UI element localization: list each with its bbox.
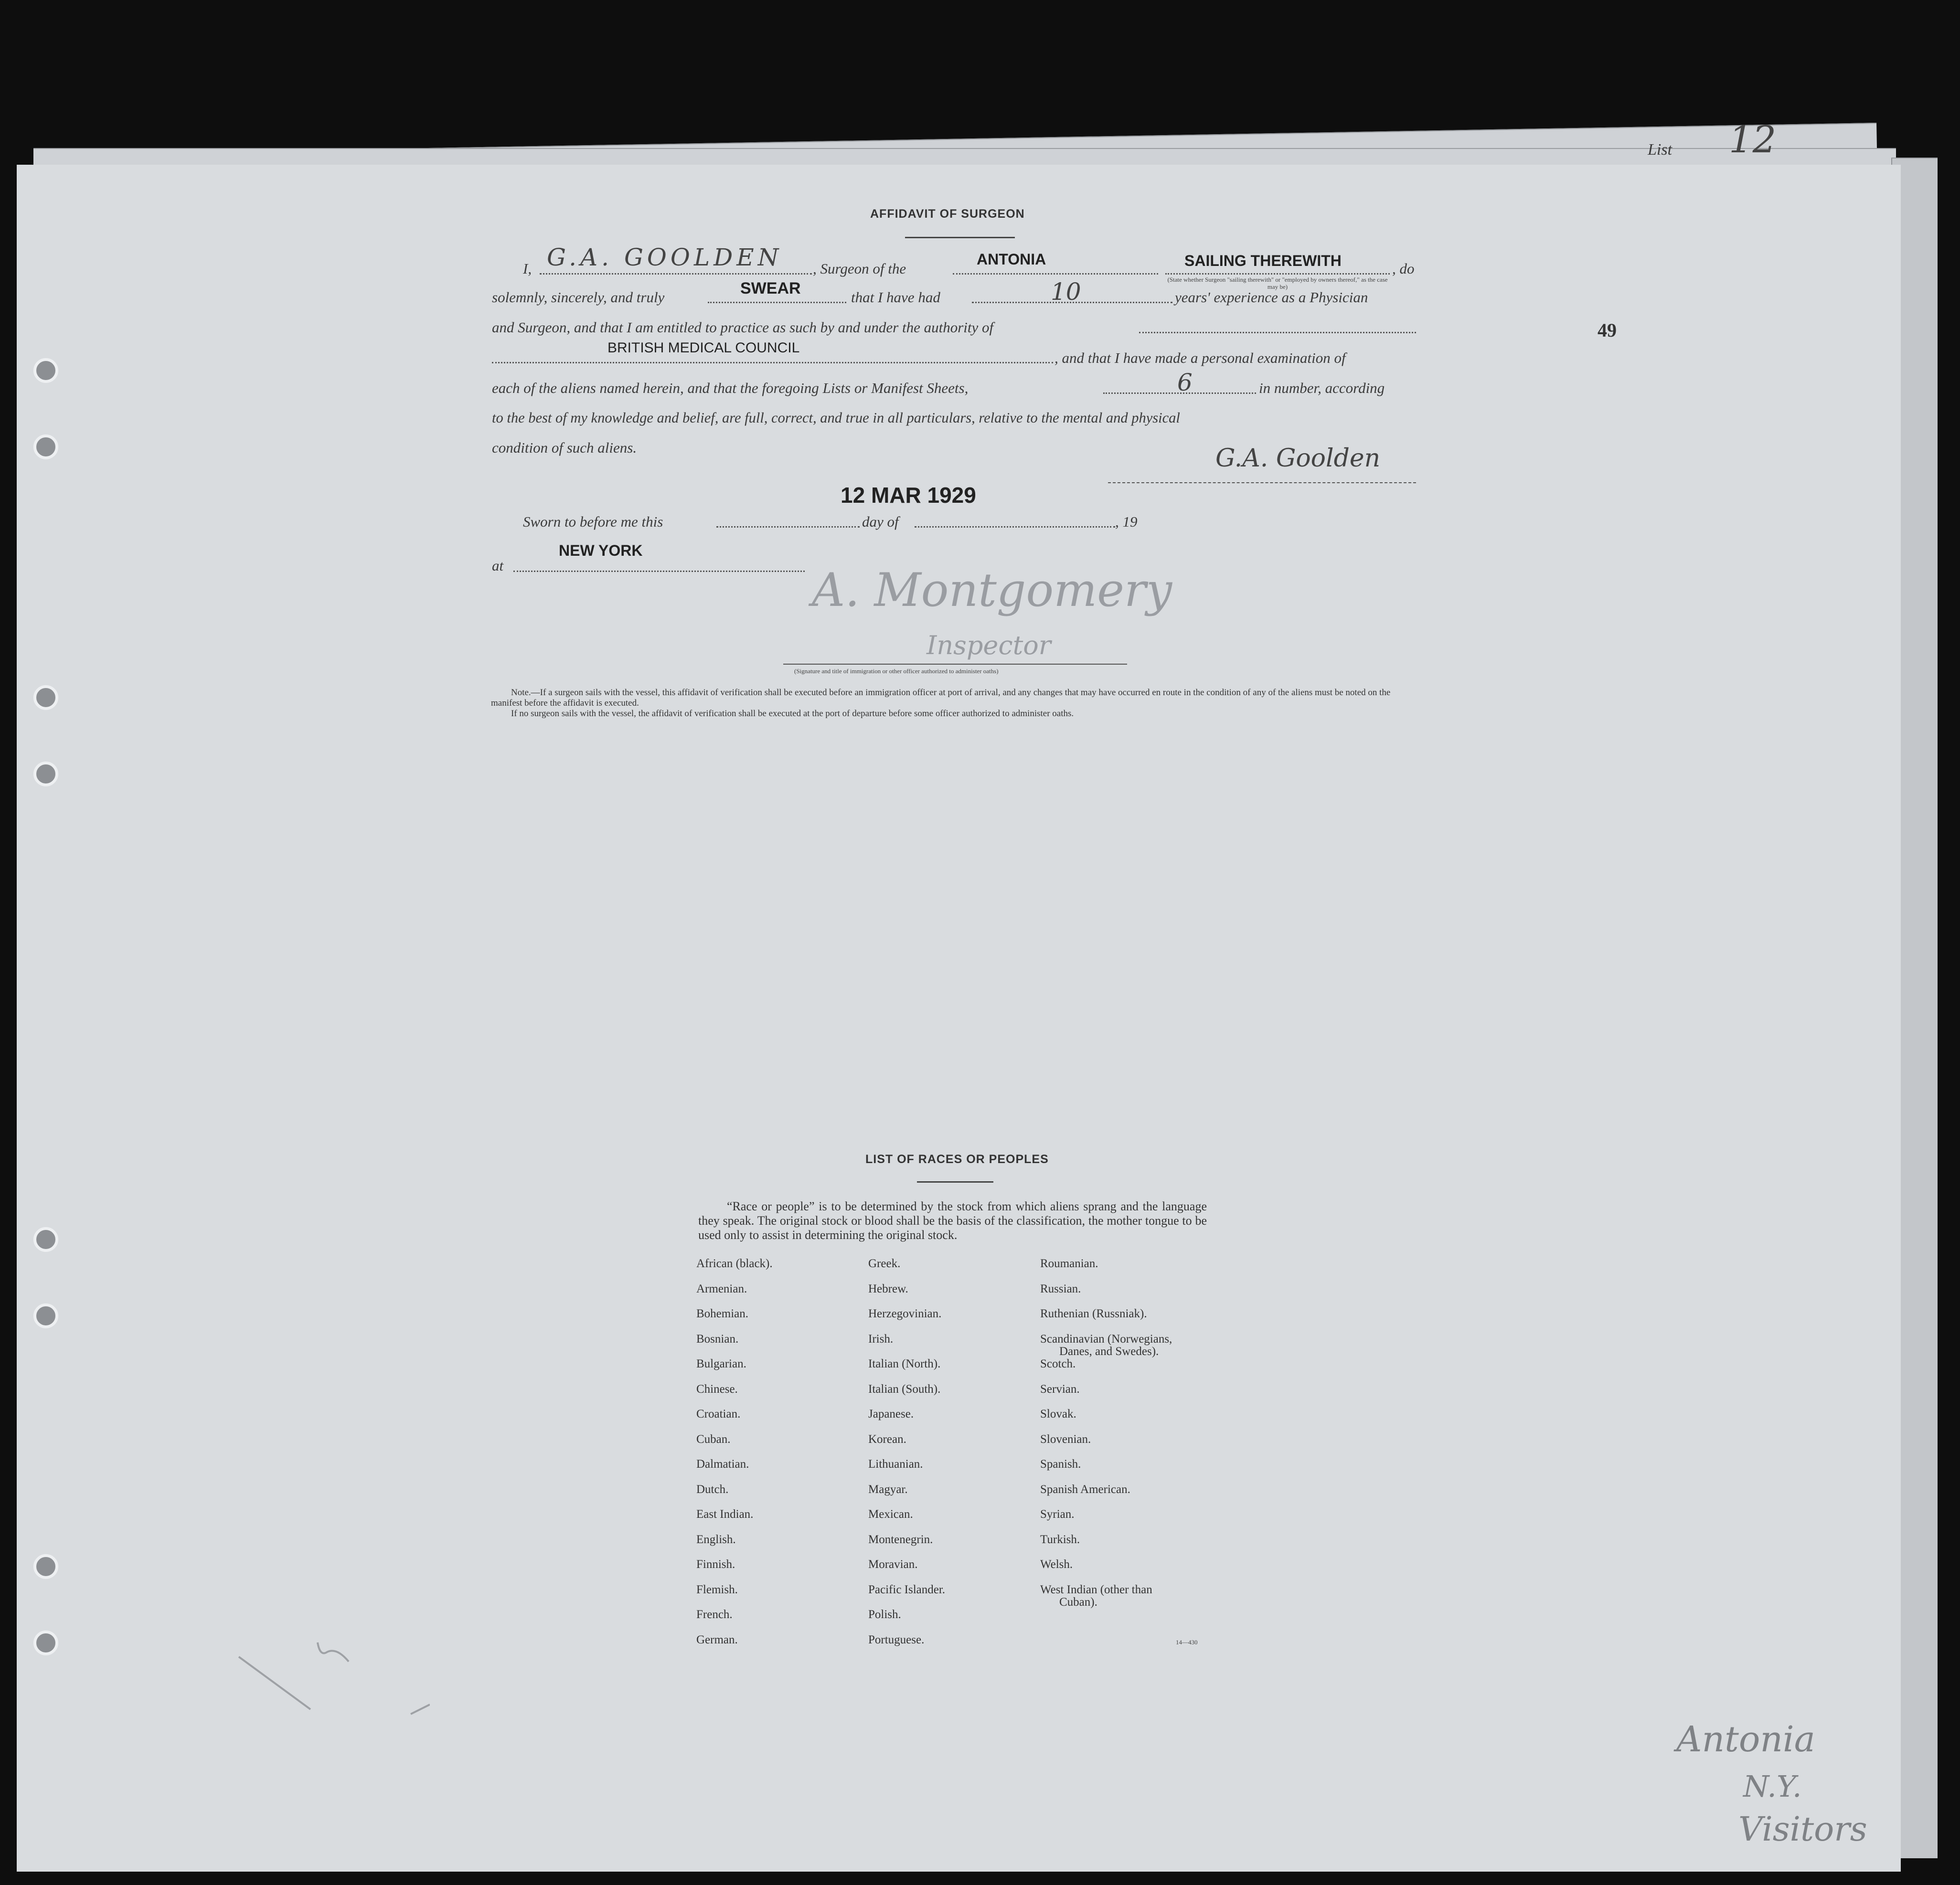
race-item: Chinese. <box>696 1382 738 1396</box>
race-item: West Indian (other than <box>1040 1583 1152 1596</box>
race-item: Ruthenian (Russniak). <box>1040 1307 1147 1320</box>
surgeon-name-line <box>540 273 812 275</box>
word-that-i-have-had: that I have had <box>851 289 940 306</box>
sailing-status: SAILING THEREWITH <box>1184 252 1342 269</box>
word-at: at <box>492 557 504 574</box>
binder-hole <box>33 762 58 786</box>
race-item: African (black). <box>696 1257 773 1270</box>
binder-hole <box>33 1631 58 1655</box>
binder-hole <box>33 434 58 459</box>
race-item: Greek. <box>868 1257 901 1270</box>
word-and-that-i-have-made: , and that I have made a personal examination of <box>1055 349 1346 366</box>
race-item: Armenian. <box>696 1282 747 1295</box>
race-item: Japanese. <box>868 1408 914 1420</box>
word-19: , 19 <box>1115 513 1138 530</box>
race-item: Bosnian. <box>696 1332 739 1345</box>
officer-signature: A. Montgomery <box>812 563 1172 617</box>
race-item: Croatian. <box>696 1408 741 1420</box>
word-condition: condition of such aliens. <box>492 439 637 456</box>
note-surgeon-sails: Note.—If a surgeon sails with the vessel, this affidavit of verification shall be executed before an immigration officer at port of arrival, and any changes that may have occurred en route in the condition of any of the aliens must be noted on the manifest before the affidavit is executed. <box>491 688 1391 708</box>
form-number: 14—430 <box>1176 1639 1198 1646</box>
signature-caption: (Signature and title of immigration or other officer authorized to administer oaths) <box>794 667 999 675</box>
race-item: Dutch. <box>696 1483 729 1496</box>
race-item: Danes, and Swedes). <box>1059 1345 1159 1358</box>
binder-hole <box>33 358 58 383</box>
race-item: Servian. <box>1040 1382 1080 1396</box>
surgeon-name: G.A. GOOLDEN <box>547 244 783 271</box>
race-item: Korean. <box>868 1432 906 1446</box>
sheet-count: 6 <box>1177 369 1193 396</box>
word-years-experience: years' experience as a Physician <box>1175 289 1368 306</box>
races-title: LIST OF RACES OR PEOPLES <box>865 1153 1049 1166</box>
race-item: Bohemian. <box>696 1307 749 1320</box>
word-solemnly: solemnly, sincerely, and truly <box>492 289 665 306</box>
oath-line <box>708 302 846 303</box>
race-item: Magyar. <box>868 1483 908 1496</box>
date-stamp: 12 MAR 1929 <box>841 483 976 508</box>
race-item: Turkish. <box>1040 1533 1080 1546</box>
race-item: Dalmatian. <box>696 1458 749 1471</box>
race-item: Montenegrin. <box>868 1533 933 1546</box>
word-each-of-the-aliens: each of the aliens named herein, and that the foregoing Lists or Manifest Sheets, <box>492 380 969 396</box>
races-intro: “Race or people” is to be determined by the stock from which aliens sprang and the language they speak. The original stock or blood shall be the basis of the classification, the mother tongue to be used only to assist in determining the original stock. <box>698 1199 1207 1242</box>
race-item: Herzegovinian. <box>868 1307 942 1320</box>
word-sworn: Sworn to before me this <box>523 513 663 530</box>
race-item: Italian (North). <box>868 1357 941 1370</box>
race-item: East Indian. <box>696 1508 754 1521</box>
race-item: Moravian. <box>868 1558 918 1571</box>
margin-note-line-3: Visitors <box>1738 1810 1867 1849</box>
margin-note-line-2: N.Y. <box>1743 1769 1802 1804</box>
binder-hole <box>33 1554 58 1579</box>
binder-hole <box>33 1303 58 1328</box>
binder-hole <box>33 1227 58 1252</box>
place: NEW YORK <box>559 542 643 559</box>
word-in-number: in number, according <box>1259 380 1385 396</box>
sworn-day-line <box>716 526 860 528</box>
race-item: German. <box>696 1633 738 1646</box>
note-no-surgeon: If no surgeon sails with the vessel, the affidavit of verification shall be executed at the port of departure before some officer authorized to administer oaths. <box>511 709 1074 719</box>
race-item: Syrian. <box>1040 1508 1075 1521</box>
race-item: Russian. <box>1040 1282 1081 1295</box>
races-title-underline <box>917 1181 993 1183</box>
word-day-of: day of <box>862 513 899 530</box>
race-item: Lithuanian. <box>868 1458 923 1471</box>
sailing-line <box>1165 273 1390 275</box>
race-item: Finnish. <box>696 1558 735 1571</box>
officer-signature-line <box>783 664 1127 665</box>
surgeon-signature-line <box>1108 482 1416 483</box>
race-item: Scotch. <box>1040 1357 1076 1370</box>
race-item: Cuban. <box>696 1432 731 1446</box>
vessel-name: ANTONIA <box>977 251 1046 268</box>
race-item: English. <box>696 1533 736 1546</box>
margin-note-line-1: Antonia <box>1676 1719 1815 1760</box>
place-line <box>513 571 805 572</box>
authority: BRITISH MEDICAL COUNCIL <box>607 340 800 356</box>
years-line <box>972 302 1172 303</box>
race-item: Hebrew. <box>868 1282 908 1295</box>
surgeon-signature: G.A. Goolden <box>1215 444 1381 473</box>
race-item: Mexican. <box>868 1508 913 1521</box>
race-item: Slovak. <box>1040 1408 1076 1420</box>
race-item: Spanish American. <box>1040 1483 1130 1496</box>
word-and-surgeon: and Surgeon, and that I am entitled to practice as such by and under the authority of <box>492 319 994 336</box>
word-to-the-best: to the best of my knowledge and belief, are full, correct, and true in all particulars, relative to the mental and physical <box>492 410 1180 426</box>
race-item: Welsh. <box>1040 1558 1073 1571</box>
title-underline <box>905 237 1015 238</box>
word-do: , do <box>1392 260 1415 277</box>
race-item: Scandinavian (Norwegians, <box>1040 1332 1172 1345</box>
pencil-marks <box>229 1633 430 1757</box>
authority-line-1 <box>1139 332 1416 333</box>
race-item: Portuguese. <box>868 1633 925 1646</box>
list-number: 12 <box>1729 118 1777 161</box>
race-item: Spanish. <box>1040 1458 1081 1471</box>
sheet-count-line <box>1103 392 1256 394</box>
word-i: I, <box>523 260 532 277</box>
list-label: List <box>1648 141 1672 159</box>
years-experience: 10 <box>1051 278 1081 306</box>
race-item: Pacific Islander. <box>868 1583 946 1596</box>
race-item: Slovenian. <box>1040 1432 1091 1446</box>
authority-line-2 <box>492 362 1053 363</box>
affidavit-title: AFFIDAVIT OF SURGEON <box>870 207 1025 221</box>
race-item: Roumanian. <box>1040 1257 1098 1270</box>
oath-word: SWEAR <box>740 279 801 297</box>
word-surgeon-of-the: , Surgeon of the <box>813 260 906 277</box>
sworn-month-line <box>915 526 1115 528</box>
page-number: 49 <box>1598 319 1617 341</box>
race-item: French. <box>696 1608 733 1621</box>
race-item: Flemish. <box>696 1583 738 1596</box>
race-item: Polish. <box>868 1608 901 1621</box>
sailing-note: (State whether Surgeon "sailing therewith" or "employed by owners thereof," as the case may be) <box>1167 276 1388 290</box>
binder-hole <box>33 685 58 710</box>
race-item: Bulgarian. <box>696 1357 746 1370</box>
race-item: Irish. <box>868 1332 894 1345</box>
race-item: Cuban). <box>1059 1595 1097 1609</box>
officer-title: Inspector <box>927 630 1051 660</box>
vessel-line <box>953 273 1158 275</box>
race-item: Italian (South). <box>868 1382 941 1396</box>
